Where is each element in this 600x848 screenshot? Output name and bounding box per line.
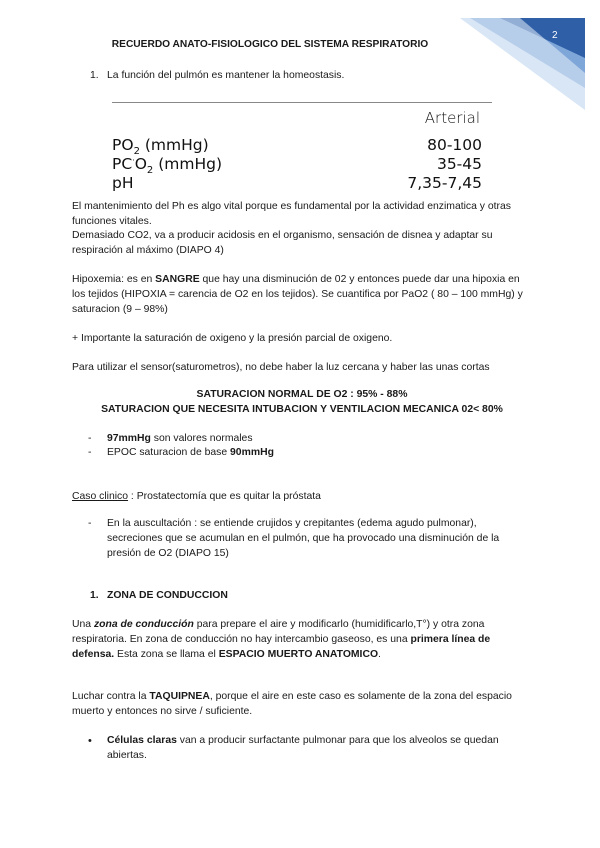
paragraph-ph: El mantenimiento del Ph es algo vital porque es fundamental por la actividad enzimatica y otras funciones vitales. (72, 201, 511, 227)
paragraph-hipoxemia: Hipoxemia: es en SANGRE que hay una disminución de 02 y entonces puede dar una hipoxia en los tejidos (HIPOXIA = carencia de O2 en los tejidos). Se cuantifica por PaO2 ( 80 – 100 mmHg) y saturacion (9 – 98%) (72, 274, 523, 315)
section-heading: ZONA DE CONDUCCION (107, 590, 228, 601)
page-number: 2 (552, 30, 558, 41)
value-ph: 7,35-7,45 (407, 174, 482, 192)
document-title: RECUERDO ANATO-FISIOLOGICO DEL SISTEMA RESPIRATORIO (111, 39, 429, 50)
item-number: 1. (90, 70, 99, 81)
caso-clinico-label: Caso clinico (72, 491, 129, 502)
heading-saturacion-intubacion: SATURACION QUE NECESITA INTUBACION Y VENTILACION MECANICA 02< 80% (101, 404, 503, 415)
paragraph-sensor: Para utilizar el sensor(saturometros), no debe haber la luz cercana y haber las unas cortas (72, 362, 490, 373)
blood-gas-table: Arterial $PO_2$ (mmHg) 80-100 $PC^\cdot O_2$ (mmHg) 35-45 pH 7,35-7,45 (112, 94, 492, 198)
item-text: La función del pulmón es mantener la homeostasis. (107, 70, 345, 81)
column-header-arterial: Arterial (424, 109, 480, 127)
table-top-rule (112, 102, 492, 103)
heading-saturacion-normal: SATURACION NORMAL DE O2 : 95% - 88% (196, 389, 408, 400)
paragraph-zona-conduccion: Una zona de conducción para prepare el aire y modificarlo (humidificarlo,T°) y otra zona respiratoria. En zona de conducción no hay intercambio gaseoso, es una primera línea de defensa. Esta zona se llama el ESPACIO MUERTO ANATOMICO. (72, 619, 491, 660)
paragraph-saturacion: + Importante la saturación de oxigeno y la presión parcial de oxigeno. (72, 333, 393, 344)
value-pco2: 35-45 (436, 155, 482, 173)
paragraph-co2: Demasiado CO2, va a producir acidosis en el organismo, sensación de disnea y adaptar su respiración al máximo (DIAPO 4) (72, 230, 493, 256)
item-number: 1. (90, 590, 99, 601)
value-po2: 80-100 (427, 136, 482, 154)
caso-clinico: Caso clinico : Prostatectomía que es quitar la próstata (72, 491, 321, 502)
paragraph-taquipnea: Luchar contra la TAQUIPNEA, porque el aire en este caso es solamente de la zona del espacio muerto y entonces no sirve / suficiente. (72, 691, 512, 717)
